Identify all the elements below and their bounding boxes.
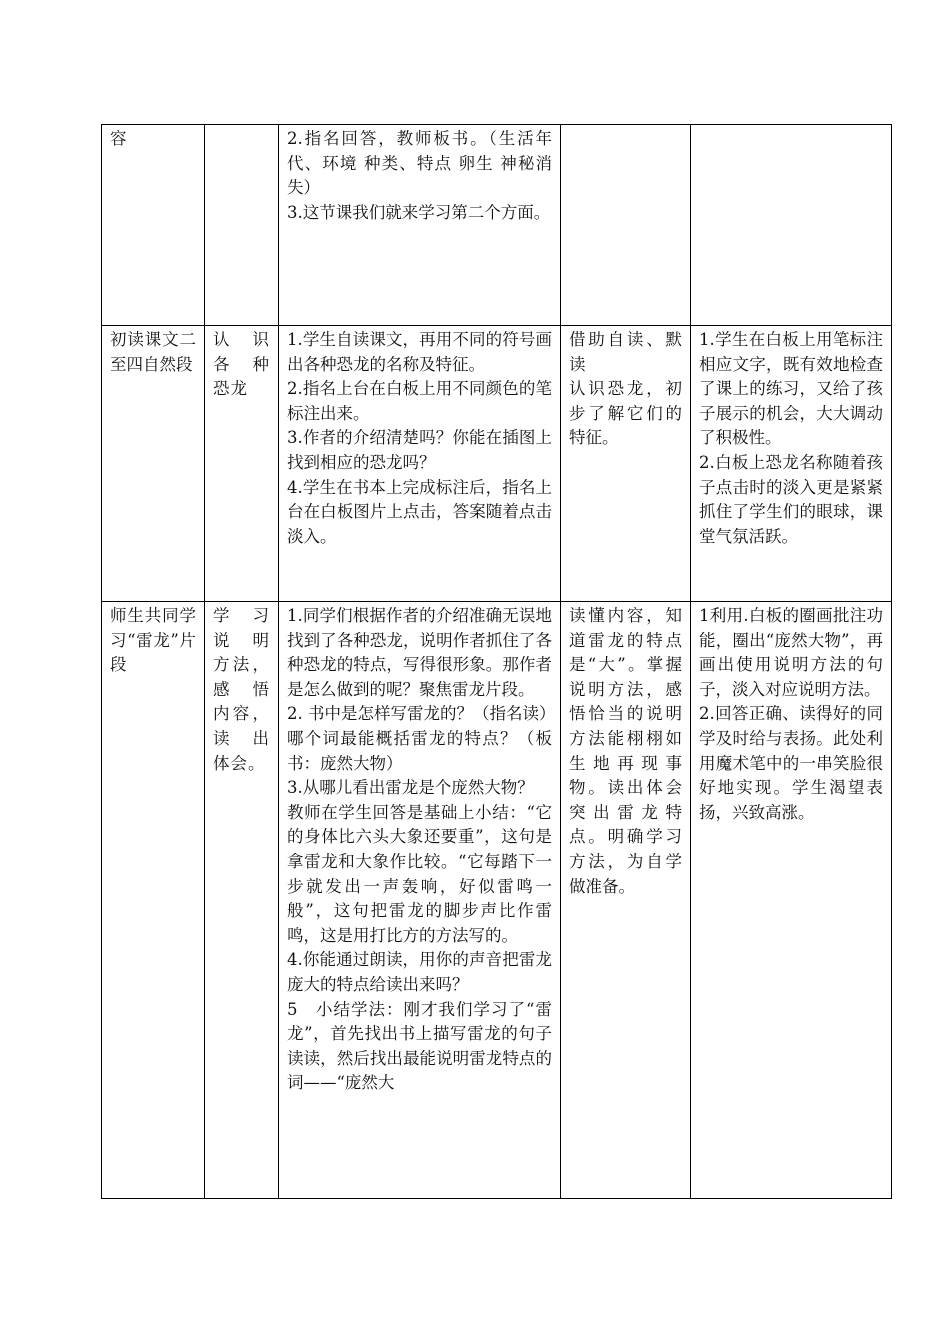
process-cell <box>279 125 561 326</box>
reflection-cell <box>691 602 892 1199</box>
goal-cell <box>205 602 279 1199</box>
intent-cell <box>561 326 691 602</box>
intent-cell <box>561 602 691 1199</box>
stage-cell <box>102 125 205 326</box>
reflection-line: 2.白板上恐龙名称随着孩子点击时的淡入更是紧紧抓住了学生们的眼球，课堂气氛活跃。 <box>699 452 883 546</box>
reflection-line: 2.回答正确、读得好的同学及时给与表扬。此处利用魔术笔中的一串笑脸很好地实现。学生渴望表扬，兴致高涨。 <box>699 704 883 822</box>
reflection-cell <box>691 326 892 602</box>
goal-text: 认 识各 种恐龙 <box>213 330 270 399</box>
goal-text: 学 习说 明方法，感 悟内容，读 出体会。 <box>213 606 270 773</box>
process-line: 2.指名上台在白板上用不同颜色的笔标注出来。 <box>287 379 552 423</box>
process-line: 1.同学们根据作者的介绍准确无误地找到了各种恐龙，说明作者抓住了各种恐龙的特点，写得很形象。那作者是怎么做到的呢？聚焦雷龙片段。 <box>287 606 552 699</box>
process-line: 3.这节课我们就来学习第二个方面。 <box>287 202 551 222</box>
intent-line: 借助自读、默读 <box>569 330 682 374</box>
process-cell <box>279 326 561 602</box>
process-line: 4.你能通过朗读，用你的声音把雷龙庞大的特点给读出来吗？ <box>287 950 552 994</box>
table-row <box>102 602 892 1199</box>
stage-text: 师生共同学习“雷龙”片段 <box>110 606 196 675</box>
intent-line: 读懂内容，知道雷龙的特点是“大”。掌握说明方法，感悟恰当的说明方法能栩栩如生地再现事物。读出体会突出雷龙特点。明确学习方法，为自学做准备。 <box>569 606 682 896</box>
process-cell <box>279 602 561 1199</box>
process-line: 2.指名回答，教师板书。（生活年代、环境 种类、特点 卵生 神秘消失） <box>287 129 552 198</box>
reflection-line: 1.学生在白板上用笔标注相应文字，既有效地检查了课上的练习，又给了孩子展示的机会，大大调动了积极性。 <box>699 330 883 448</box>
process-line: 3.从哪儿看出雷龙是个庞然大物？ <box>287 778 534 798</box>
stage-cell <box>102 602 205 1199</box>
table-row <box>102 125 892 326</box>
goal-cell <box>205 125 279 326</box>
process-line: 4.学生在书本上完成标注后，指名上台在白板图片上点击，答案随着点击淡入。 <box>287 477 552 546</box>
lesson-plan-table <box>101 124 892 1199</box>
goal-cell <box>205 326 279 602</box>
table-row <box>102 326 892 602</box>
reflection-line: 1利用.白板的圈画批注功能，圈出“庞然大物”，再画出使用说明方法的句子，淡入对应说明方法。 <box>699 606 883 699</box>
stage-text: 初读课文二至四自然段 <box>110 330 196 374</box>
process-line: 2. 书中是怎样写雷龙的？（指名读） <box>287 704 556 724</box>
process-line: 哪个词最能概括雷龙的特点？（板书：庞然大物） <box>287 728 552 773</box>
intent-line: 认识恐龙，初步了解它们的特征。 <box>569 379 682 448</box>
stage-text: 容 <box>110 129 127 148</box>
process-line: 教师在学生回答是基础上小结：“它的身体比六头大象还要重”，这句是拿雷龙和大象作比较。“它每踏下一步就发出一声轰响，好似雷鸣一般”，这句把雷龙的脚步声比作雷鸣，这是用打比方的方法写的。 <box>287 802 552 945</box>
reflection-cell <box>691 125 892 326</box>
process-line: 5 小结学法：刚才我们学习了“雷龙”，首先找出书上描写雷龙的句子读读，然后找出最能说明雷龙特点的词——“庞然大 <box>287 999 552 1093</box>
intent-cell <box>561 125 691 326</box>
process-line: 3.作者的介绍清楚吗？你能在插图上找到相应的恐龙吗？ <box>287 428 552 472</box>
process-line: 1.学生自读课文，再用不同的符号画出各种恐龙的名称及特征。 <box>287 330 552 374</box>
stage-cell <box>102 326 205 602</box>
